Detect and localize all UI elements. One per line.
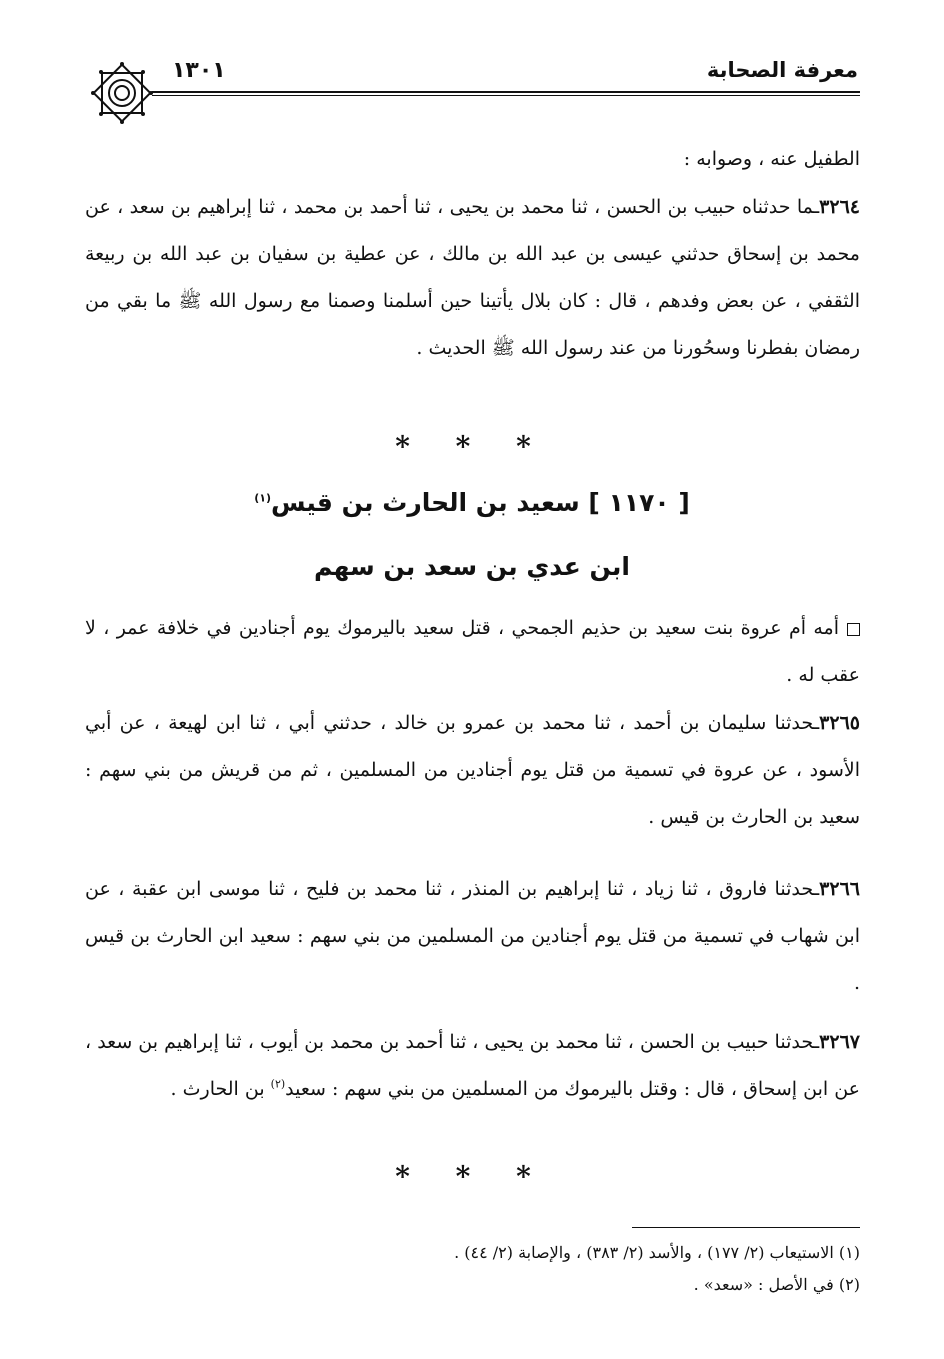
hadith-text-end: بن الحارث . (170, 1078, 271, 1100)
paragraph-continuation: الطفيل عنه ، وصوابه : (683, 148, 860, 170)
star-ornament-icon (89, 60, 155, 126)
hadith-3266 (85, 866, 860, 1007)
section-separator: * * * (395, 430, 549, 463)
hadith-3265 (85, 700, 860, 841)
square-bullet-icon (847, 623, 860, 636)
entry-heading (0, 488, 944, 517)
footnote-1: (١) الاستيعاب (٢/ ١٧٧) ، والأسد (٢/ ٣٨٣) ، والإصابة (٢/ ٤٤) . (454, 1243, 860, 1262)
header-rule (152, 91, 860, 96)
hadith-3267 (85, 1019, 860, 1113)
entry-heading-text: [ ١١٧٠ ] سعيد بن الحارث بن قيس (271, 488, 690, 517)
biography-paragraph (85, 605, 860, 699)
footnote-rule (632, 1227, 860, 1228)
hadith-text: ـحدثنا سليمان بن أحمد ، ثنا محمد بن عمرو بن خالد ، حدثني أبي ، ثنا ابن لهيعة ، عن أبي الأسود ، عن عروة في تسمية من قتل يوم أجنادين من المسلمين ، ثم من قريش من بني سهم : سعيد بن الحارث بن قيس . (85, 712, 860, 828)
section-separator: * * * (395, 1160, 549, 1193)
footnote-2: (٢) في الأصل : «سعد» . (693, 1275, 860, 1294)
entry-subheading: ابن عدي بن سعد بن سهم (313, 552, 630, 581)
running-header-title: معرفة الصحابة (706, 58, 858, 82)
hadith-text: ـحدثنا فاروق ، ثنا زياد ، ثنا إبراهيم بن المنذر ، ثنا محمد بن فليح ، ثنا موسى ابن عقبة ، عن ابن شهاب في تسمية من قتل يوم أجنادين من المسلمين من بني سهم : سعيد ابن الحارث بن قيس . (85, 878, 860, 994)
hadith-3264 (85, 184, 860, 372)
hadith-number: ٣٢٦٤ (819, 196, 860, 218)
footnote-marker: (١) (254, 491, 272, 505)
footnote-marker: (٢) (270, 1077, 286, 1091)
hadith-text: ـما حدثناه حبيب بن الحسن ، ثنا محمد بن يحيى ، ثنا أحمد بن محمد ، ثنا إبراهيم بن سعد ، عن محمد بن إسحاق حدثني عيسى بن عبد الله بن مالك ، عن عطية بن سفيان بن عبد الله بن ربيعة الثقفي ، عن بعض وفدهم ، قال : كان بلال يأتينا حين أسلمنا وصمنا مع رسول الله ﷺ ما بقي من رمضان بفطرنا وسحُورنا من عند رسول الله ﷺ الحديث . (85, 196, 860, 359)
page-number: ١٣٠١ (172, 58, 226, 83)
hadith-number: ٣٢٦٦ (819, 878, 860, 900)
hadith-number: ٣٢٦٧ (819, 1031, 860, 1053)
hadith-text: ـحدثنا حبيب بن الحسن ، ثنا محمد بن يحيى ، ثنا أحمد بن محمد بن أيوب ، ثنا إبراهيم بن سعد ، عن ابن إسحاق ، قال : وقتل باليرموك من المسلمين من بني سهم : سعيد (85, 1031, 860, 1100)
hadith-number: ٣٢٦٥ (819, 712, 860, 734)
biography-text: أمه أم عروة بنت سعيد بن حذيم الجمحي ، قتل سعيد باليرموك يوم أجنادين في خلافة عمر ، لا عقب له . (85, 617, 860, 686)
